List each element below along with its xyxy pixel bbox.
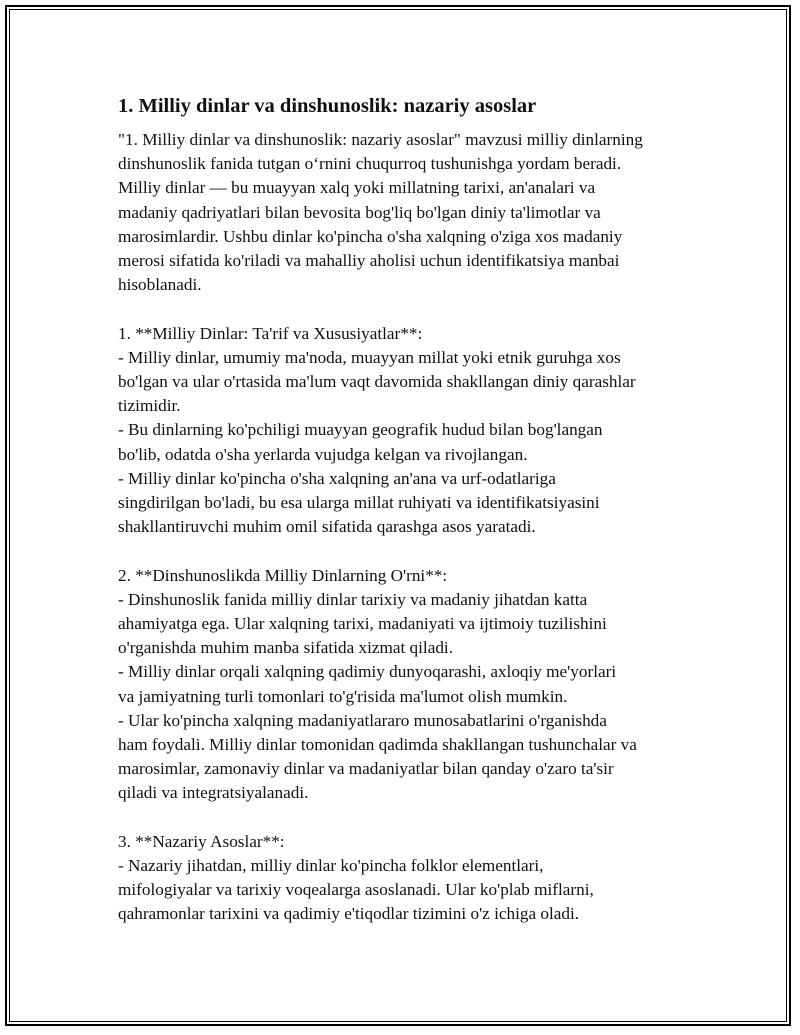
paragraph-gap xyxy=(118,539,698,563)
intro-paragraph: "1. Milliy dinlar va dinshunoslik: nazariy asoslar" mavzusi milliy dinlarning dinshunoslik fanida tutgan o‘rnini chuqurroq tushunishga yordam beradi. Milliy dinlar — bu muayyan xalq yoki millatning tarixi, an'analari va madaniy qadriyatlari bilan bevosita bog'liq bo'lgan diniy ta'limotlar va marosimlardir. Ushbu dinlar ko'pincha o'sha xalqning o'ziga xos madaniy merosi sifatida ko'riladi va mahalliy aholisi uchun identifikatsiya manbai hisoblanadi. xyxy=(118,130,643,295)
document-body xyxy=(118,92,698,927)
paragraph-gap xyxy=(118,297,698,321)
section-3-body: - Nazariy jihatdan, milliy dinlar ko'pincha folklor elementlari, mifologiyalar va tarixiy voqealarga asoslanadi. Ular ko'plab miflarni, qahramonlar tarixini va qadimiy e'tiqodlar tizimini o'z ichiga oladi. xyxy=(118,856,594,924)
paragraph-gap xyxy=(118,806,698,830)
section-2-body: - Dinshunoslik fanida milliy dinlar tarixiy va madaniy jihatdan katta ahamiyatga ega. Ular xalqning tarixi, madaniyati va ijtimoiy tuzilishini o'rganishda muhim manba sifatida xizmat qiladi. - Milliy dinlar orqali xalqning qadimiy dunyoqarashi, axloqiy me'yorlari va jamiyatning turli tomonlari to'g'risida ma'lumot olish mumkin. - Ular ko'pincha xalqning madaniyatlararo munosabatlarini o'rganishda ham foydali. Milliy dinlar tomonidan qadimda shakllangan tushunchalar va marosimlar, zamonaviy dinlar va madaniyatlar bilan qanday o'zaro ta'sir qiladi va integratsiyalanadi. xyxy=(118,589,637,803)
section-2-heading: 2. **Dinshunoslikda Milliy Dinlarning O'rni**: xyxy=(118,565,448,585)
section-1-heading: 1. **Milliy Dinlar: Ta'rif va Xususiyatlar**: xyxy=(118,323,423,343)
document-title: 1. Milliy dinlar va dinshunoslik: nazariy asoslar xyxy=(118,95,537,117)
section-1-body: - Milliy dinlar, umumiy ma'noda, muayyan millat yoki etnik guruhga xos bo'lgan va ular o'rtasida ma'lum vaqt davomida shakllangan diniy qarashlar tizimidir. - Bu dinlarning ko'pchiligi muayyan geografik hudud bilan bog'langan bo'lib, odatda o'sha yerlarda vujudga kelgan va rivojlangan. - Milliy dinlar ko'pincha o'sha xalqning an'ana va urf-odatlariga singdirilgan bo'ladi, bu esa ularga millat ruhiyati va identifikatsiyasini shakllantiruvchi muhim omil sifatida qarashga asos yaratadi. xyxy=(118,347,636,537)
section-3-heading: 3. **Nazariy Asoslar**: xyxy=(118,831,285,851)
